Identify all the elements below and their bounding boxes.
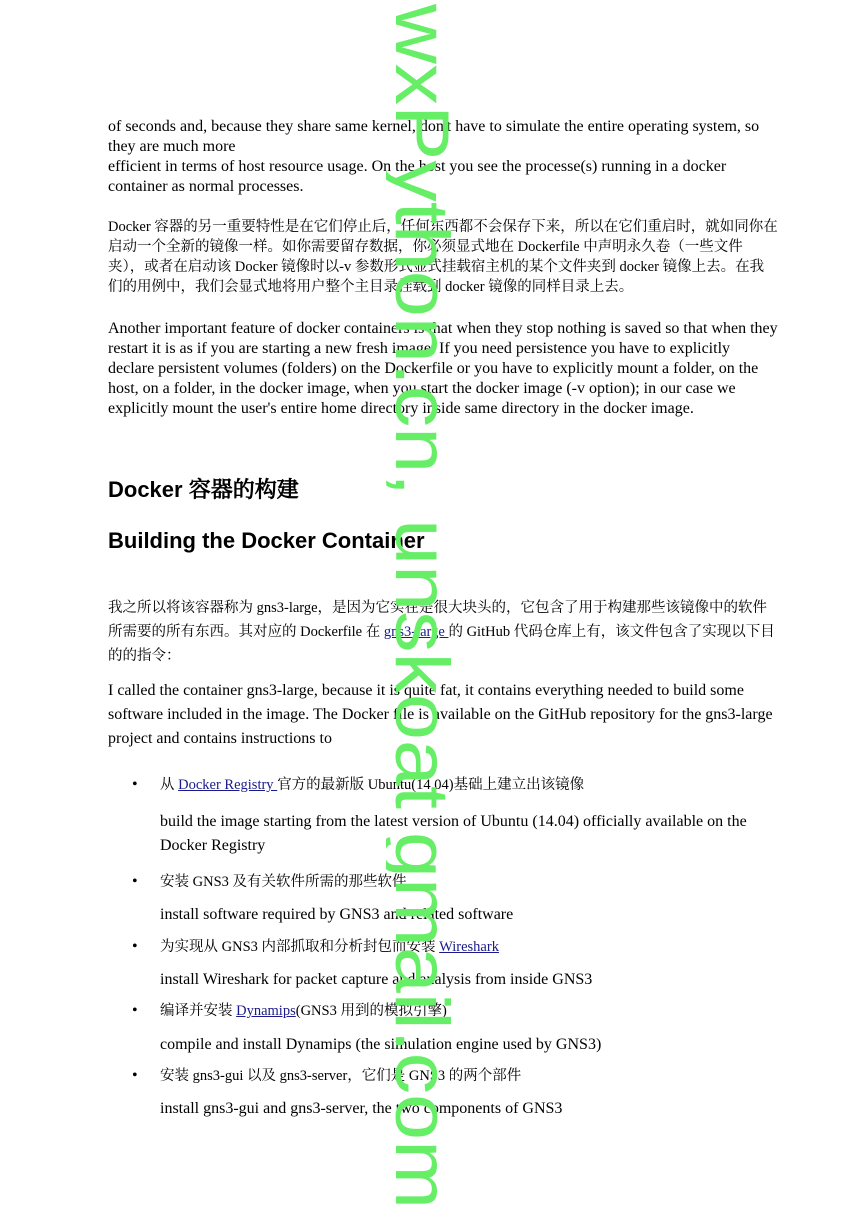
- dynamips-link[interactable]: Dynamips: [236, 1003, 296, 1019]
- gns3-large-link[interactable]: gns3-large: [383, 624, 449, 640]
- paragraph-persistence-en: Another important feature of docker containers is that when they stop nothing is saved so that when they restart it is as if you are starting a new fresh image. If you need persistence you have to explicitly declare persistent volumes (folders) on the Dockerfile or you have to explicitly mount a folder, on the host, on a folder, in the docker image, when you start the docker image (-v option); in our case we explicitly mount the user's entire home directory inside same directory in the docker image.: [108, 320, 778, 417]
- docker-registry-link[interactable]: Docker Registry: [178, 777, 278, 793]
- list-item-zh-text: 编译并安装: [160, 1003, 237, 1019]
- list-item-en: install gns3-gui and gns3-server, the two components of GNS3: [160, 1100, 563, 1117]
- heading-zh: Docker 容器的构建: [108, 477, 299, 502]
- paragraph-intro-line1: of seconds and, because they share same kernel, don't have to simulate the entire operating system, so they are much more: [108, 118, 760, 155]
- paragraph-container-en: I called the container gns3-large, because it is quite fat, it contains everything needed to build some software included in the image. The Docker file is available on the GitHub repository for the gns3-large project and contains instructions to: [108, 682, 773, 747]
- wireshark-link[interactable]: Wireshark: [439, 939, 499, 955]
- list-item-zh-text: 从: [160, 777, 179, 793]
- list-item-zh: [160, 1001, 780, 1021]
- list-item-en: build the image starting from the latest version of Ubuntu (14.04) officially available on the Docker Registry: [160, 813, 747, 854]
- list-item-zh: [160, 775, 780, 795]
- list-bullet: •: [132, 776, 138, 793]
- list-item-zh-text: 为实现从 GNS3 内部抓取和分析封包而安装: [160, 939, 440, 955]
- list-item-en: install Wireshark for packet capture and analysis from inside GNS3: [160, 971, 593, 988]
- list-item-zh: [160, 937, 780, 957]
- paragraph-container-zh-before: 我之所以将该容器称为 gns3-large，是因为它实在是很大块头的，它包含了用于构建那些该镜像中的软件所需要的所有东西。其对应的 Dockerfile 在: [108, 600, 768, 640]
- paragraph-intro-line2: efficient in terms of host resource usage. On the host you see the processe(s) running in a docker container as normal processes.: [108, 158, 727, 195]
- paragraph-container-zh-after: 的 GitHub 代码仓库上有，该文件包含了实现以下目的的指令：: [108, 624, 775, 664]
- paragraph-persistence-zh: Docker 容器的另一重要特性是在它们停止后，任何东西都不会保存下来，所以在它们重启时，就如同你在启动一个全新的镜像一样。如你需要留存数据，你必须显式地在 Dockerfile 中声明永久卷（一些文件夹），或者在启动该 Docker 镜像时以-v 参数形式显式挂载宿主机的某个文件夹到 docker 镜像上去。在我们的用例中，我们会显式地将用户整个主目录挂载到 docker 镜像的同样目录上去。: [108, 219, 778, 295]
- list-bullet: •: [132, 938, 138, 955]
- heading-en: Building the Docker Container: [108, 528, 425, 553]
- list-item-zh-text: 官方的最新版 Ubuntu(14.04)基础上建立出该镜像: [277, 777, 585, 793]
- list-item-en: install software required by GNS3 and related software: [160, 906, 514, 923]
- list-bullet: •: [132, 873, 138, 890]
- watermark-text: wxPython.cn, unskoat gmail.com: [386, 4, 462, 1111]
- paragraph-container-zh: [108, 596, 778, 668]
- list-item-zh-text: (GNS3 用到的模拟引擎): [295, 1003, 447, 1019]
- list-item-zh: 安装 gns3-gui 以及 gns3-server，它们是 GNS3 的两个部件: [160, 1068, 522, 1084]
- paragraph-intro: [108, 117, 778, 197]
- list-item-en: compile and install Dynamips (the simulation engine used by GNS3): [160, 1036, 602, 1053]
- list-item-zh: 安装 GNS3 及有关软件所需的那些软件: [160, 874, 407, 890]
- list-bullet: •: [132, 1067, 138, 1084]
- list-bullet: •: [132, 1002, 138, 1019]
